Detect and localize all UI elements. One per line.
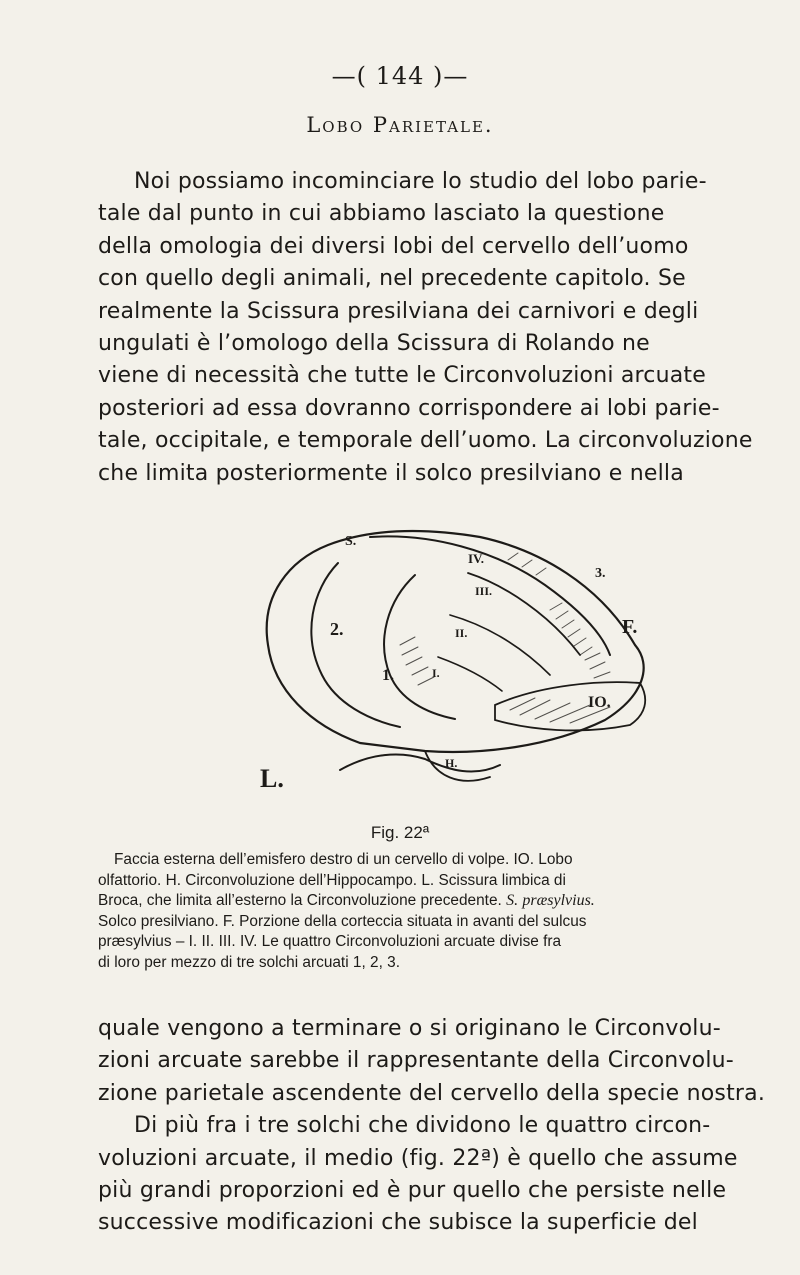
text-line: zioni arcuate sarebbe il rappresentante della Circonvolu- [98, 1048, 734, 1074]
gyrus-ii-boundary [450, 615, 550, 675]
caption-line: præsylvius – I. II. III. IV. Le quattro Circonvoluzioni arcuate divise fra [98, 933, 562, 951]
caption-line: di loro per mezzo di tre solchi arcuati 1, 2, 3. [98, 953, 400, 971]
paragraph-2 [98, 1013, 768, 1240]
gyrus-i-boundary [438, 657, 502, 691]
label-f: F. [622, 616, 638, 638]
page-number: —( 144 )— [331, 62, 469, 90]
label-iv: IV. [468, 551, 485, 566]
text-line: tale dal punto in cui abbiamo lasciato la questione [98, 201, 665, 227]
caption-italic-s: S. [506, 892, 519, 910]
label-2: 2. [330, 619, 344, 639]
sulcus-2 [311, 563, 400, 727]
text-line: ungulati è l’omologo della Scissura di Rolando ne [98, 331, 650, 357]
text-line: con quello degli animali, nel precedente capitolo. Se [98, 266, 686, 292]
text-line: viene di necessità che tutte le Circonvoluzioni arcuate [98, 363, 706, 389]
caption-text: Broca, che limita all’esterno la Circonvoluzione precedente. [98, 892, 502, 910]
text-line: voluzioni arcuate, il medio (fig. 22ª) è quello che assume [98, 1145, 738, 1171]
caption-line: olfattorio. H. Circonvoluzione dell’Hippocampo. L. Scissura limbica di [98, 871, 566, 889]
label-s: S. [345, 534, 357, 549]
label-3: 3. [595, 566, 606, 581]
caption-italic: præsylvius. [522, 892, 595, 910]
text-line: Di più fra i tre solchi che dividono le quattro circon- [134, 1113, 711, 1139]
caption-line: Faccia esterna dell’emisfero destro di un cervello di volpe. IO. Lobo [114, 851, 573, 868]
label-i: I. [432, 666, 440, 680]
figure-label: Fig. 22ª [370, 823, 430, 842]
text-line: che limita posteriormente il solco presilviano e nella [98, 460, 684, 486]
figure-caption [98, 850, 768, 974]
label-io: IO. [588, 694, 611, 711]
text-line: successive modificazioni che subisce la superficie del [98, 1210, 698, 1236]
shading [400, 553, 610, 723]
label-ii: II. [455, 626, 468, 640]
label-l: L. [260, 764, 284, 793]
brain-illustration [250, 515, 660, 800]
caption-line [98, 891, 768, 912]
text-line: posteriori ad essa dovranno corrispondere ai lobi parie- [98, 395, 720, 421]
label-1: 1. [382, 667, 394, 684]
text-line: realmente la Scissura presilviana dei carnivori e degli [98, 298, 699, 324]
text-line: quale vengono a terminare o si originano le Circonvolu- [98, 1016, 721, 1041]
sulcus-1 [384, 575, 455, 719]
label-h: H. [445, 756, 458, 770]
text-line: zione parietale ascendente del cervello della specie nostra. [98, 1080, 766, 1106]
paragraph-1 [98, 166, 768, 490]
limbic-sulcus [340, 754, 500, 771]
text-line: più grandi proporzioni ed è pur quello che persiste nelle [98, 1178, 727, 1204]
text-line: della omologia dei diversi lobi del cervello dell’uomo [98, 233, 689, 259]
label-iii: III. [475, 584, 493, 598]
text-line: tale, occipitale, e temporale dell’uomo. La circonvoluzione [98, 428, 753, 454]
text-line: Noi possiamo incominciare lo studio del lobo parie- [134, 169, 707, 194]
hippocampal-gyrus [425, 751, 490, 781]
caption-line: Solco presilviano. F. Porzione della corteccia situata in avanti del sulcus [98, 912, 587, 930]
section-title: Lobo Parietale. [306, 113, 494, 137]
